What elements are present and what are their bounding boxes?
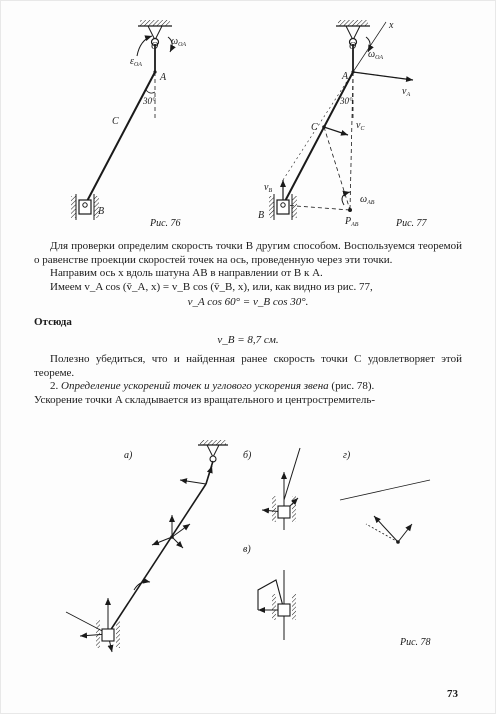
fig76-label-C: C [112,116,119,127]
fig77-label-vB: $v_B$ [264,182,273,194]
fig76-label-omega: $\omega_{OA}$ [171,36,187,48]
hence-label: Отсюда [34,315,72,328]
fig77-drawing [269,20,413,220]
fig77-caption: Рис. 77 [396,218,427,229]
paragraph-5 [34,380,462,394]
formula-2: v_B = 8,7 см. [217,333,279,346]
fig77-label-angle: 30° [340,96,353,106]
fig78-panel-a: а) [124,450,133,461]
paragraph-1: Для проверки определим скорость точки B другим способом. Воспользуемся теоремой о равенстве проекции скоростей точек на ось, проведенную через эти точки. [34,240,462,266]
figures-76-77 [0,0,496,240]
fig77-label-vC: $v_C$ [356,120,365,132]
fig77-label-B: B [258,210,265,221]
fig77-label-omegaAB: $\omega_{AB}$ [360,194,375,206]
fig78-panel-v-drawing [258,570,296,640]
fig76-label-B: B [98,206,105,217]
fig77-label-A: A [342,71,349,82]
fig77-label-O: O [349,41,357,52]
paragraph-3: Имеем v_A cos (v̄_A, x) = v_B cos (v̄_B, x), или, как видно из рис. 77, [50,280,373,293]
paragraph-6: Ускорение точки A складывается из вращательного и центростремитель- [34,393,376,406]
fig78-panel-v: в) [243,544,251,555]
paragraph-4: Полезно убедиться, что и найденная ранее скорость точки C удовлетворяет этой теореме. [34,353,462,379]
figure-78 [0,440,496,680]
fig78-panel-g: г) [343,450,351,461]
fig78-panel-a-drawing [66,440,228,652]
body-text [34,240,462,408]
fig77-label-vA: $v_A$ [402,86,411,98]
paragraph-5-number: 2. [50,380,59,393]
fig77-label-C: C [311,122,318,133]
page-number: 73 [447,688,458,700]
formula-1: v_A cos 60° = v_B cos 30°. [187,296,309,309]
fig78-panel-g-drawing [340,480,430,544]
fig78-panel-b: б) [243,450,252,461]
fig77-label-x: x [389,20,394,31]
fig76-caption: Рис. 76 [150,218,181,229]
paragraph-2: Направим ось x вдоль шатуна AB в направлении от B к A. [50,267,323,280]
fig78-caption: Рис. 78 [400,637,431,648]
fig77-label-P: $P_{AB}$ [345,216,359,228]
fig77-label-omega-top: $\omega_{OA}$ [368,49,384,61]
fig76-label-eps: $\varepsilon_{OA}$ [130,56,142,68]
fig76-label-A: A [160,72,167,83]
paragraph-5-title: Определение ускорений точек и углового ускорения звена [61,380,329,393]
fig78-panel-b-drawing [262,448,300,530]
fig76-label-O: O [151,41,159,52]
paragraph-5-ref: (рис. 78). [331,380,375,393]
fig76-label-angle: 30° [143,96,156,106]
